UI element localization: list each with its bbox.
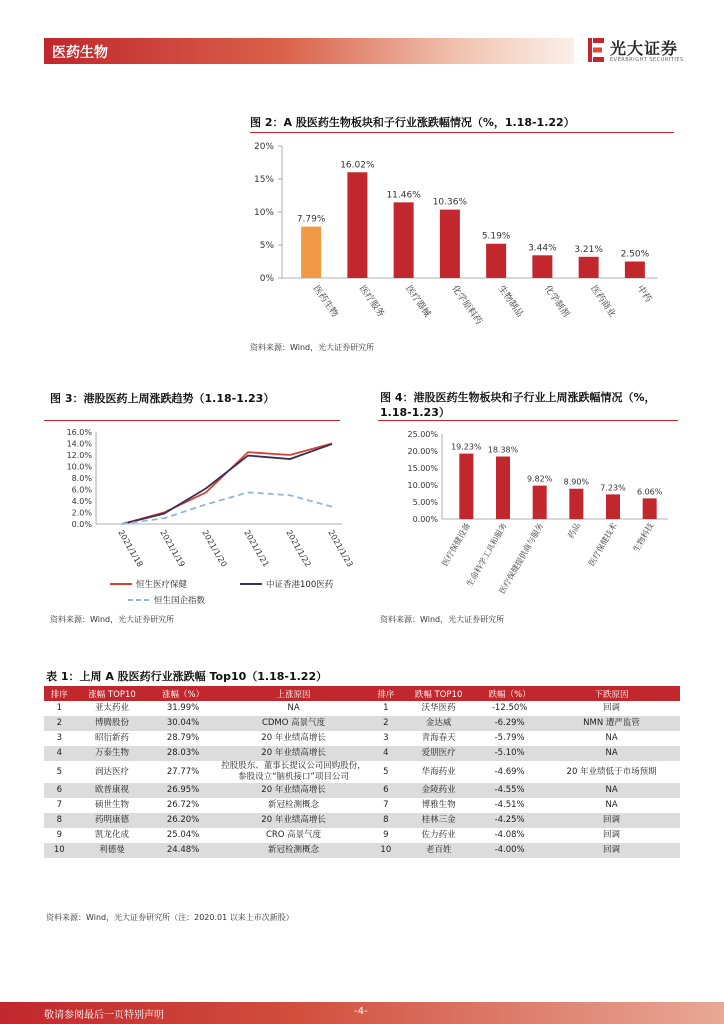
- table-cell: 25.04%: [166, 830, 200, 840]
- x-tick-label: 2021/1/19: [158, 528, 187, 569]
- table-body: [44, 701, 680, 858]
- table-cell: 10: [44, 843, 75, 858]
- brand-logo: [588, 36, 688, 68]
- data-label: 7.79%: [296, 214, 326, 225]
- x-tick-label: 2021/1/18: [116, 528, 145, 569]
- x-tick-label: 医疗器械: [403, 283, 433, 320]
- y-tick-label: 20.00%: [407, 447, 438, 456]
- table-cell: 青海春天: [421, 733, 456, 743]
- table-row: [44, 798, 680, 813]
- y-tick-label: 4.0%: [71, 497, 92, 506]
- table-cell: 6: [44, 783, 75, 798]
- table-row: [44, 828, 680, 843]
- table-row: [44, 716, 680, 731]
- bar: [301, 227, 321, 278]
- x-tick-label: 生命科学工具和服务: [464, 521, 509, 589]
- bar: [533, 486, 547, 519]
- data-label: 2.50%: [620, 249, 650, 260]
- x-tick-label: 医疗保健设备: [440, 521, 473, 568]
- footer-disclaimer: 敬请参阅最后一页特别声明: [44, 1010, 164, 1021]
- table-cell: 欧普康视: [75, 783, 150, 798]
- legend-label: 恒生国企指数: [154, 596, 206, 606]
- fig2-title: 图 2：A 股医药生物板块和子行业涨跌幅情况（%，1.18-1.22）: [250, 116, 575, 129]
- col-loss-pct: 跌幅（%）: [476, 686, 543, 701]
- table-cell: 回调: [543, 843, 680, 858]
- x-tick-label: 2021/1/21: [242, 528, 271, 569]
- table-row: [44, 783, 680, 798]
- table-cell: 回调: [543, 813, 680, 828]
- table-cell: 新冠检测概念: [217, 843, 371, 858]
- y-tick-label: 0.0%: [71, 520, 92, 529]
- x-tick-label: 化学制剂: [541, 283, 571, 320]
- table-cell: 20 年业绩高增长: [217, 746, 371, 761]
- table1-source: 资料来源：Wind，光大证券研究所（注：2020.01 以来上市次新股）: [46, 913, 294, 922]
- table-cell: 9: [383, 830, 389, 840]
- y-tick-label: 2.0%: [71, 508, 92, 518]
- col-gain-reason: 上涨原因: [217, 686, 371, 701]
- table-row: [44, 813, 680, 828]
- table-cell: -4.25%: [476, 813, 543, 828]
- y-tick-label: 14.0%: [66, 439, 92, 449]
- table-cell: 金达威: [401, 716, 476, 731]
- table-row: [44, 746, 680, 761]
- fig3-source: 资料来源：Wind，光大证券研究所: [50, 615, 175, 624]
- table-cell: 凯龙化成: [95, 830, 130, 840]
- table-cell: 老百姓: [401, 843, 476, 858]
- y-tick-label: 10%: [253, 208, 274, 218]
- table-cell: 硕世生物: [95, 800, 130, 810]
- table-cell: -6.29%: [476, 716, 543, 731]
- table-cell: 20 年业绩高增长: [261, 733, 326, 743]
- y-tick-label: 5.00%: [412, 498, 438, 507]
- table-cell: 26.72%: [166, 800, 200, 810]
- x-tick-label: 药品: [566, 521, 583, 540]
- table-cell: -12.50%: [491, 703, 528, 713]
- fig2-rule: [250, 132, 674, 133]
- table-cell: CDMO 高景气度: [217, 716, 371, 731]
- fig4-title: 图 4：港股医药生物板块和子行业上周涨跌幅情况（%，1.18-1.23）: [380, 391, 656, 419]
- x-tick-label: 2021/1/20: [200, 528, 229, 569]
- col-loss-reason: 下跌原因: [543, 686, 680, 701]
- section-title: 医药生物: [52, 45, 108, 61]
- page-number: -4-: [354, 1006, 368, 1017]
- table-cell: -4.55%: [476, 783, 543, 798]
- table-cell: -4.51%: [494, 800, 525, 810]
- table-cell: 9: [56, 830, 62, 840]
- table-cell: 4: [44, 746, 75, 761]
- bar: [459, 454, 473, 519]
- table-cell: 3: [56, 733, 62, 743]
- data-label: 19.23%: [451, 442, 482, 452]
- y-tick-label: 16.0%: [66, 428, 92, 437]
- data-label: 8.90%: [563, 477, 590, 487]
- table-cell: 8: [44, 813, 75, 828]
- table-cell: 润达医疗: [95, 766, 130, 777]
- table-row: [44, 843, 680, 858]
- fig4-chart: [378, 424, 678, 614]
- table-cell: 控股股东、董事长提议公司回购股份，参股设立“脑机接口”项目公司: [221, 761, 366, 782]
- y-tick-label: 15.00%: [407, 464, 438, 473]
- table-cell: 1: [56, 703, 62, 713]
- x-tick-label: 2021/1/22: [284, 528, 313, 569]
- data-label: 16.02%: [340, 160, 375, 171]
- brand-name: 光大证券: [610, 39, 679, 58]
- fig3-title: 图 3：港股医药上周涨跌趋势（1.18-1.23）: [50, 392, 275, 405]
- data-label: 3.44%: [528, 243, 557, 254]
- bar: [625, 262, 645, 279]
- table-cell: 亚太药业: [95, 703, 130, 713]
- y-tick-label: 25.00%: [407, 430, 438, 439]
- header-band: [44, 38, 574, 64]
- table-cell: 26.20%: [150, 813, 217, 828]
- table-cell: 金陵药业: [401, 783, 476, 798]
- table-cell: 桂林三金: [401, 813, 476, 828]
- table-header-row: [44, 686, 680, 701]
- col-gainer: 涨幅 TOP10: [75, 686, 150, 701]
- table-cell: NA: [543, 746, 680, 761]
- x-tick-label: 中药: [634, 283, 653, 305]
- bar: [486, 244, 506, 278]
- table-cell: 回调: [603, 703, 621, 713]
- x-tick-label: 医疗保健技术: [586, 521, 619, 568]
- table-cell: 28.03%: [150, 746, 217, 761]
- table-cell: 佐力药业: [421, 830, 456, 840]
- table-cell: -4.08%: [494, 830, 525, 840]
- table-cell: 昭衍新药: [95, 733, 130, 743]
- data-label: 3.21%: [574, 244, 603, 255]
- table-cell: 30.04%: [150, 716, 217, 731]
- col-loser: 跌幅 TOP10: [401, 686, 476, 701]
- legend-label: 恒生医疗保健: [136, 580, 188, 590]
- data-label: 10.36%: [432, 197, 468, 208]
- table-cell: -4.69%: [494, 766, 525, 777]
- table-cell: 6: [371, 783, 402, 798]
- table-cell: CRO 高景气度: [265, 830, 322, 840]
- table-cell: 沃华医药: [421, 703, 456, 713]
- fig4-rule: [378, 420, 678, 421]
- table-cell: 1: [383, 703, 389, 713]
- table-cell: 万泰生物: [75, 746, 150, 761]
- y-tick-label: 5%: [259, 241, 274, 251]
- bar: [496, 457, 510, 519]
- table-cell: NA: [543, 783, 680, 798]
- table-cell: 31.99%: [166, 703, 200, 713]
- y-tick-label: 10.0%: [66, 462, 92, 472]
- data-label: 6.06%: [636, 487, 663, 497]
- x-tick-label: 医疗保健提供商与服务: [497, 521, 546, 596]
- fig4-source: 资料来源：Wind，光大证券研究所: [380, 615, 505, 624]
- fig3-rule: [44, 420, 340, 421]
- bar: [347, 172, 367, 278]
- table-cell: 26.95%: [150, 783, 217, 798]
- table-row: [44, 701, 680, 716]
- bar: [532, 255, 552, 278]
- table-cell: 7: [383, 800, 389, 810]
- table-cell: 爱朋医疗: [401, 746, 476, 761]
- y-tick-label: 12.0%: [66, 451, 92, 460]
- data-label: 5.19%: [481, 231, 511, 242]
- table-cell: 博腾股份: [75, 716, 150, 731]
- y-tick-label: 10.00%: [407, 481, 438, 490]
- table-cell: 20 年业绩高增长: [217, 813, 371, 828]
- table-cell: 4: [371, 746, 402, 761]
- x-tick-label: 生物制品: [495, 283, 525, 320]
- legend-label: 中证香港100医药: [266, 580, 334, 590]
- table-cell: 7: [56, 800, 62, 810]
- table-cell: 10: [371, 843, 402, 858]
- table-cell: -5.79%: [494, 733, 525, 743]
- bar: [579, 257, 599, 278]
- bar: [440, 210, 460, 278]
- table-cell: 5: [56, 766, 62, 777]
- y-tick-label: 6.0%: [71, 485, 92, 495]
- table1-title: 表 1：上周 A 股医药行业涨跌幅 Top10（1.18-1.22）: [46, 670, 328, 683]
- series-line: [122, 492, 332, 524]
- table-cell: 28.79%: [166, 733, 200, 743]
- fig3-chart: [44, 424, 355, 614]
- col-rank: 排序: [44, 686, 75, 701]
- y-tick-label: 15%: [253, 175, 274, 185]
- x-tick-label: 2021/1/23: [326, 528, 355, 569]
- data-label: 9.82%: [526, 474, 553, 484]
- col-gain-pct: 涨幅（%）: [150, 686, 217, 701]
- y-tick-label: 20%: [253, 142, 274, 152]
- table-cell: 利德曼: [75, 843, 150, 858]
- table-row: [44, 761, 680, 783]
- table-cell: 2: [44, 716, 75, 731]
- col-rank2: 排序: [371, 686, 402, 701]
- top10-table: [44, 686, 680, 858]
- y-tick-label: 0%: [259, 274, 274, 284]
- brand-subtitle: EVERBRIGHT SECURITIES: [610, 57, 684, 63]
- table-cell: NMN 遭严监管: [543, 716, 680, 731]
- series-line: [122, 444, 332, 524]
- y-tick-label: 8.0%: [71, 474, 92, 483]
- y-tick-label: 0.00%: [412, 515, 438, 524]
- brand-mark-icon: [588, 38, 604, 62]
- x-tick-label: 生物科技: [631, 521, 656, 554]
- table-cell: 20 年业绩高增长: [217, 783, 371, 798]
- fig2-source: 资料来源：Wind，光大证券研究所: [250, 343, 375, 352]
- table-cell: 华海药业: [421, 766, 456, 777]
- table-cell: 24.48%: [150, 843, 217, 858]
- x-tick-label: 医药生物: [310, 283, 340, 320]
- table-cell: NA: [605, 733, 618, 743]
- table-cell: 博雅生物: [421, 800, 456, 810]
- bar: [569, 489, 583, 519]
- table-cell: 药明康德: [75, 813, 150, 828]
- table-cell: -4.00%: [476, 843, 543, 858]
- data-label: 18.38%: [487, 445, 519, 455]
- table-cell: 27.77%: [166, 766, 200, 777]
- table-cell: 8: [371, 813, 402, 828]
- bar: [643, 498, 657, 519]
- data-label: 11.46%: [386, 190, 421, 201]
- table-row: [44, 731, 680, 746]
- table-cell: 3: [383, 733, 389, 743]
- table-cell: 回调: [603, 830, 621, 840]
- table-cell: NA: [605, 800, 618, 810]
- table-cell: -5.10%: [476, 746, 543, 761]
- table-cell: 20 年业绩低于市场预期: [566, 766, 657, 777]
- data-label: 7.23%: [600, 483, 626, 493]
- x-tick-label: 医疗服务: [356, 283, 386, 320]
- x-tick-label: 医药商业: [588, 283, 618, 320]
- bar: [394, 202, 414, 278]
- bar: [606, 494, 620, 519]
- table-cell: 新冠检测概念: [268, 800, 320, 810]
- x-tick-label: 化学原料药: [449, 283, 484, 327]
- fig2-chart: [240, 136, 680, 344]
- table-cell: NA: [287, 703, 300, 713]
- table-cell: 2: [371, 716, 402, 731]
- table-cell: 5: [383, 766, 389, 777]
